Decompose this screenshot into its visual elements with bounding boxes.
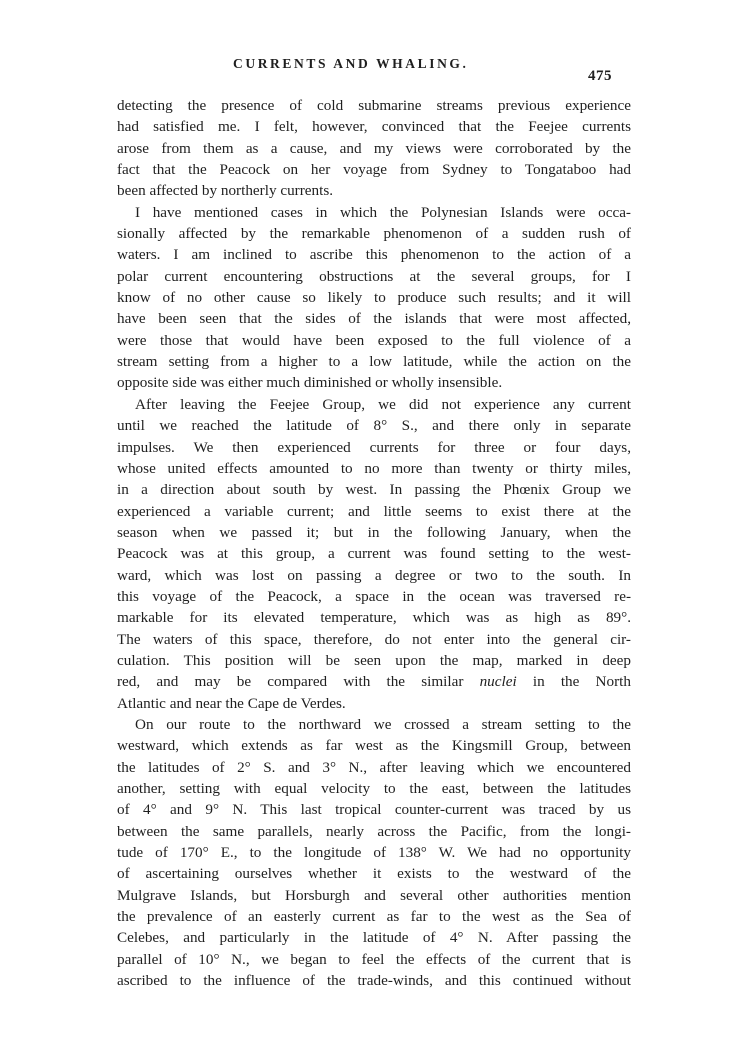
page-number: 475	[588, 68, 612, 84]
text-line: red, and may be compared with the similar nuclei in the North	[117, 673, 631, 691]
text-line: waters. I am inclined to ascribe this phenomenon to the action of a	[117, 246, 631, 264]
text-line: ward, which was lost on passing a degree or two to the south. In	[117, 566, 631, 584]
text-line: been affected by northerly currents.	[117, 182, 334, 200]
text-line: of ascertaining ourselves whether it exists to the westward of the	[117, 865, 631, 883]
text-line: the latitudes of 2° S. and 3° N., after leaving which we encountered	[117, 758, 631, 776]
text-line: parallel of 10° N., we began to feel the effects of the current that is	[117, 950, 631, 968]
text-line: Peacock was at this group, a current was found setting to the west-	[117, 545, 631, 563]
text-line: experienced a variable current; and little seems to exist there at the	[117, 502, 631, 520]
body-text	[117, 95, 631, 991]
paragraph	[117, 95, 631, 202]
paragraph	[117, 202, 631, 394]
text-line: westward, which extends as far west as the Kingsmill Group, between	[117, 737, 631, 755]
text-line: of 4° and 9° N. This last tropical counter-current was traced by us	[117, 801, 631, 819]
text-line: tude of 170° E., to the longitude of 138° W. We had no opportunity	[117, 844, 631, 862]
text-line: I have mentioned cases in which the Polynesian Islands were occa-	[135, 203, 631, 221]
text-line: Atlantic and near the Cape de Verdes.	[117, 694, 346, 712]
running-head: CURRENTS AND WHALING.	[233, 56, 469, 71]
text-line: fact that the Peacock on her voyage from Sydney to Tongataboo had	[117, 161, 631, 179]
text-line: were those that would have been exposed to the full violence of a	[117, 331, 631, 349]
paragraph	[117, 714, 631, 991]
text-line: in a direction about south by west. In passing the Phœnix Group we	[117, 481, 631, 499]
text-line: opposite side was either much diminished or wholly insensible.	[117, 374, 503, 392]
text-line: Mulgrave Islands, but Horsburgh and several other authorities mention	[117, 886, 631, 904]
text-line: detecting the presence of cold submarine streams previous experience	[117, 97, 631, 114]
text-line: know of no other cause so likely to produce such results; and it will	[117, 289, 631, 307]
text-line: the prevalence of an easterly current as far to the west as the Sea of	[117, 908, 631, 926]
text-line: until we reached the latitude of 8° S., and there only in separate	[117, 417, 631, 435]
text-line: sionally affected by the remarkable phenomenon of a sudden rush of	[117, 225, 631, 243]
text-line: polar current encountering obstructions at the several groups, for I	[117, 267, 631, 285]
text-line: The waters of this space, therefore, do not enter into the general cir-	[117, 630, 631, 648]
text-line: have been seen that the sides of the islands that were most affected,	[117, 310, 631, 328]
text-line: impulses. We then experienced currents for three or four days,	[117, 438, 631, 456]
text-line: After leaving the Feejee Group, we did not experience any current	[135, 395, 631, 413]
text-line: had satisfied me. I felt, however, convinced that the Feejee currents	[117, 118, 631, 136]
text-line: stream setting from a higher to a low latitude, while the action on the	[117, 353, 631, 371]
text-line: Celebes, and particularly in the latitude of 4° N. After passing the	[117, 929, 631, 947]
text-line: whose united effects amounted to no more than twenty or thirty miles,	[117, 459, 631, 477]
text-line: this voyage of the Peacock, a space in the ocean was traversed re-	[117, 587, 631, 605]
text-line: season when we passed it; but in the following January, when the	[117, 523, 631, 541]
paragraph	[117, 394, 631, 714]
text-line: between the same parallels, nearly across the Pacific, from the longi-	[117, 822, 631, 840]
text-line: ascribed to the influence of the trade-winds, and this continued without	[117, 972, 631, 990]
text-line: another, setting with equal velocity to the east, between the latitudes	[117, 780, 631, 797]
text-line: arose from them as a cause, and my views were corroborated by the	[117, 139, 631, 157]
text-line: On our route to the northward we crossed a stream setting to the	[135, 715, 631, 733]
text-line: culation. This position will be seen upon the map, marked in deep	[117, 651, 631, 669]
text-line: markable for its elevated temperature, which was as high as 89°.	[117, 609, 631, 627]
